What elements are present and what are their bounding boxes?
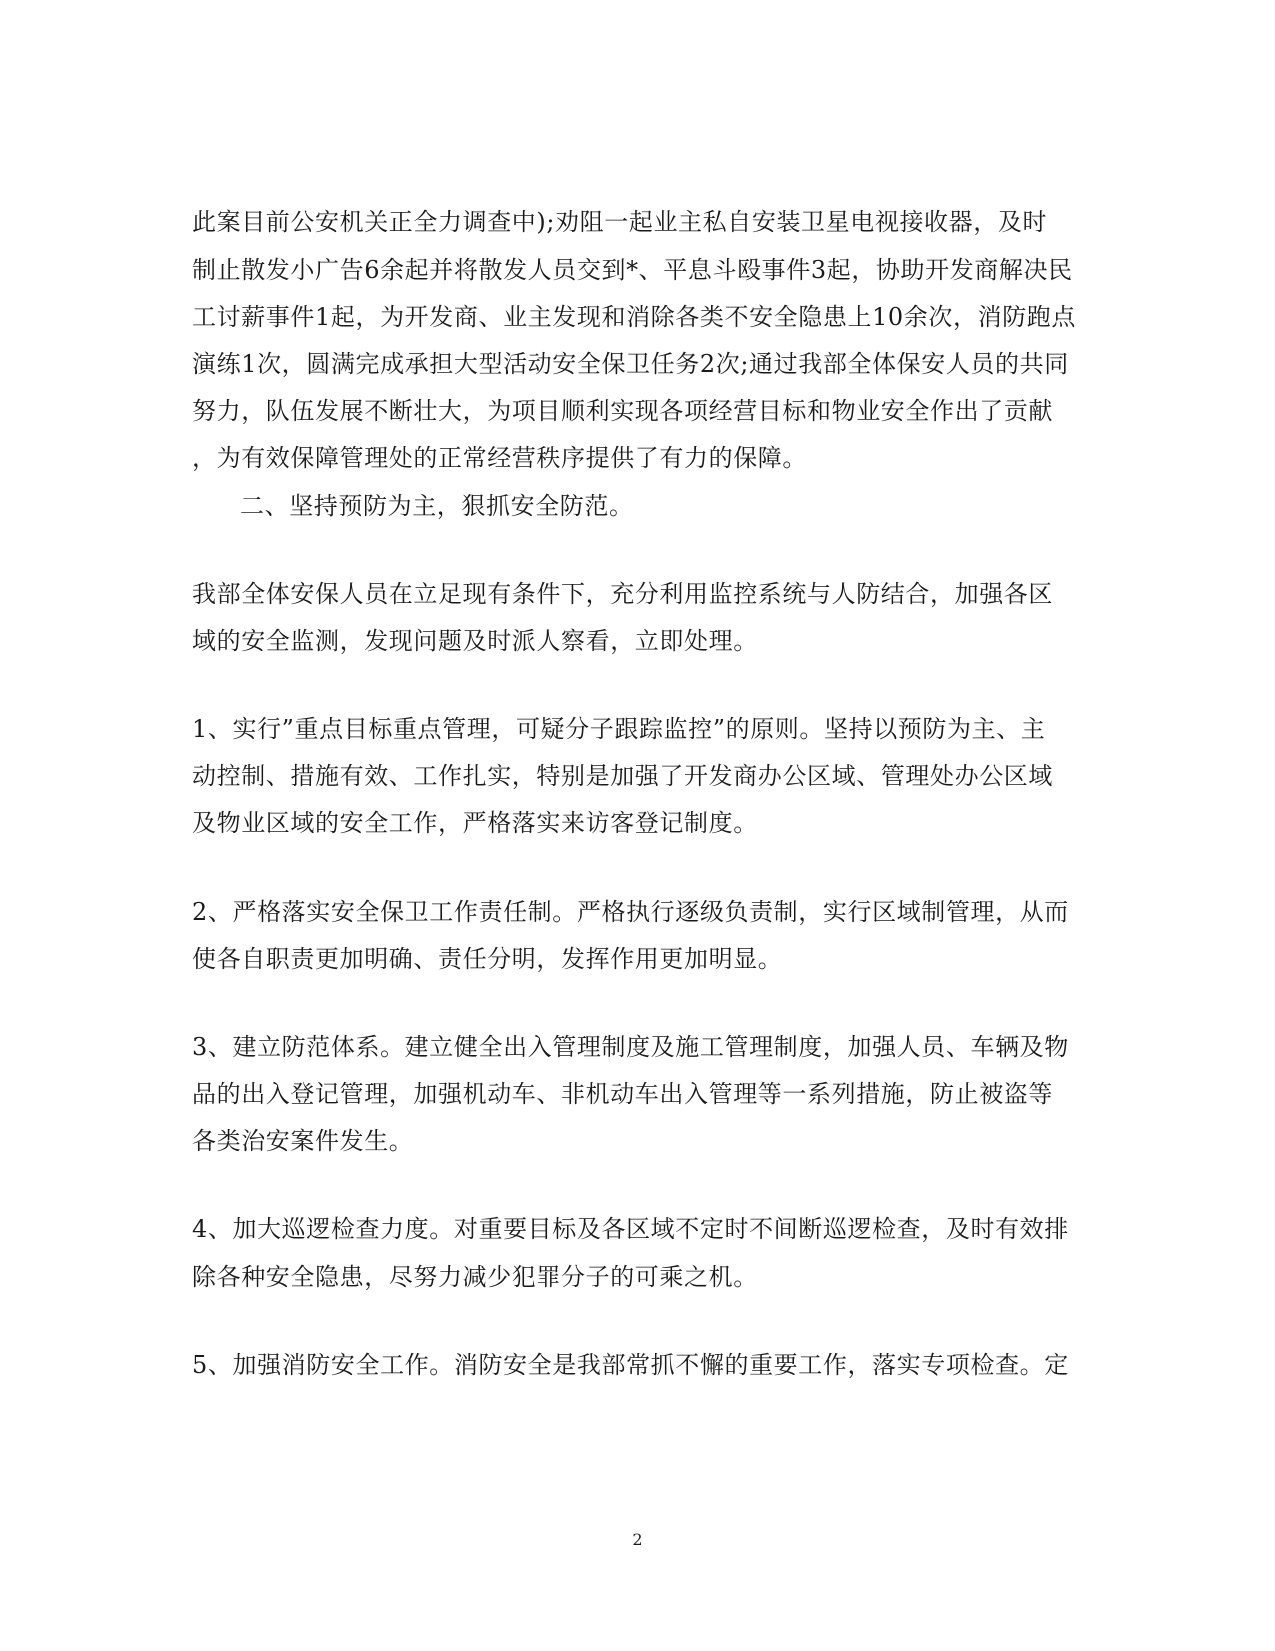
paragraph-1-line-6: ，为有效保障管理处的正常经营秩序提供了有力的保障。 (192, 444, 807, 472)
item-4-line-2: 除各种安全隐患，尽努力减少犯罪分子的可乘之机。 (192, 1263, 758, 1291)
page-number: 2 (632, 1530, 643, 1549)
paragraph-2-line-1: 我部全体安保人员在立足现有条件下，充分利用监控系统与人防结合，加强各区 (192, 580, 1053, 608)
paragraph-1-line-2: 制止散发小广告6余起并将散发人员交到*、平息斗殴事件3起，协助开发商解决民 (192, 256, 1073, 284)
paragraph-1-line-4: 演练1次，圆满完成承担大型活动安全保卫任务2次;通过我部全体保安人员的共同 (192, 350, 1069, 378)
item-1-line-2: 动控制、措施有效、工作扎实，特别是加强了开发商办公区域、管理处办公区域 (192, 762, 1053, 790)
item-4-line-1: 4、加大巡逻检查力度。对重要目标及各区域不定时不间断巡逻检查，及时有效排 (192, 1215, 1069, 1243)
item-2-line-2: 使各自职责更加明确、责任分明，发挥作用更加明显。 (192, 945, 783, 973)
item-1-line-3: 及物业区域的安全工作，严格落实来访客登记制度。 (192, 809, 758, 837)
item-3-line-1: 3、建立防范体系。建立健全出入管理制度及施工管理制度，加强人员、车辆及物 (192, 1033, 1069, 1061)
item-1-line-1: 1、实行”重点目标重点管理，可疑分子跟踪监控”的原则。坚持以预防为主、主 (192, 715, 1046, 743)
item-3-line-3: 各类治安案件发生。 (192, 1127, 414, 1155)
paragraph-1-line-1: 此案目前公安机关正全力调查中);劝阻一起业主私自安装卫星电视接收器，及时 (192, 208, 1048, 236)
paragraph-2-line-2: 域的安全监测，发现问题及时派人察看，立即处理。 (192, 627, 758, 655)
paragraph-1-line-3: 工讨薪事件1起，为开发商、业主发现和消除各类不安全隐患上10余次，消防跑点 (192, 303, 1077, 331)
paragraph-1-line-5: 努力，队伍发展不断壮大，为项目顺利实现各项经营目标和物业安全作出了贡献 (192, 397, 1053, 425)
item-2-line-1: 2、严格落实安全保卫工作责任制。严格执行逐级负责制，实行区域制管理，从而 (192, 898, 1069, 926)
item-5-line-1: 5、加强消防安全工作。消防安全是我部常抓不懈的重要工作，落实专项检查。定 (192, 1351, 1069, 1379)
section-heading-2: 二、坚持预防为主，狠抓安全防范。 (240, 492, 634, 520)
item-3-line-2: 品的出入登记管理，加强机动车、非机动车出入管理等一系列措施，防止被盗等 (192, 1080, 1053, 1108)
